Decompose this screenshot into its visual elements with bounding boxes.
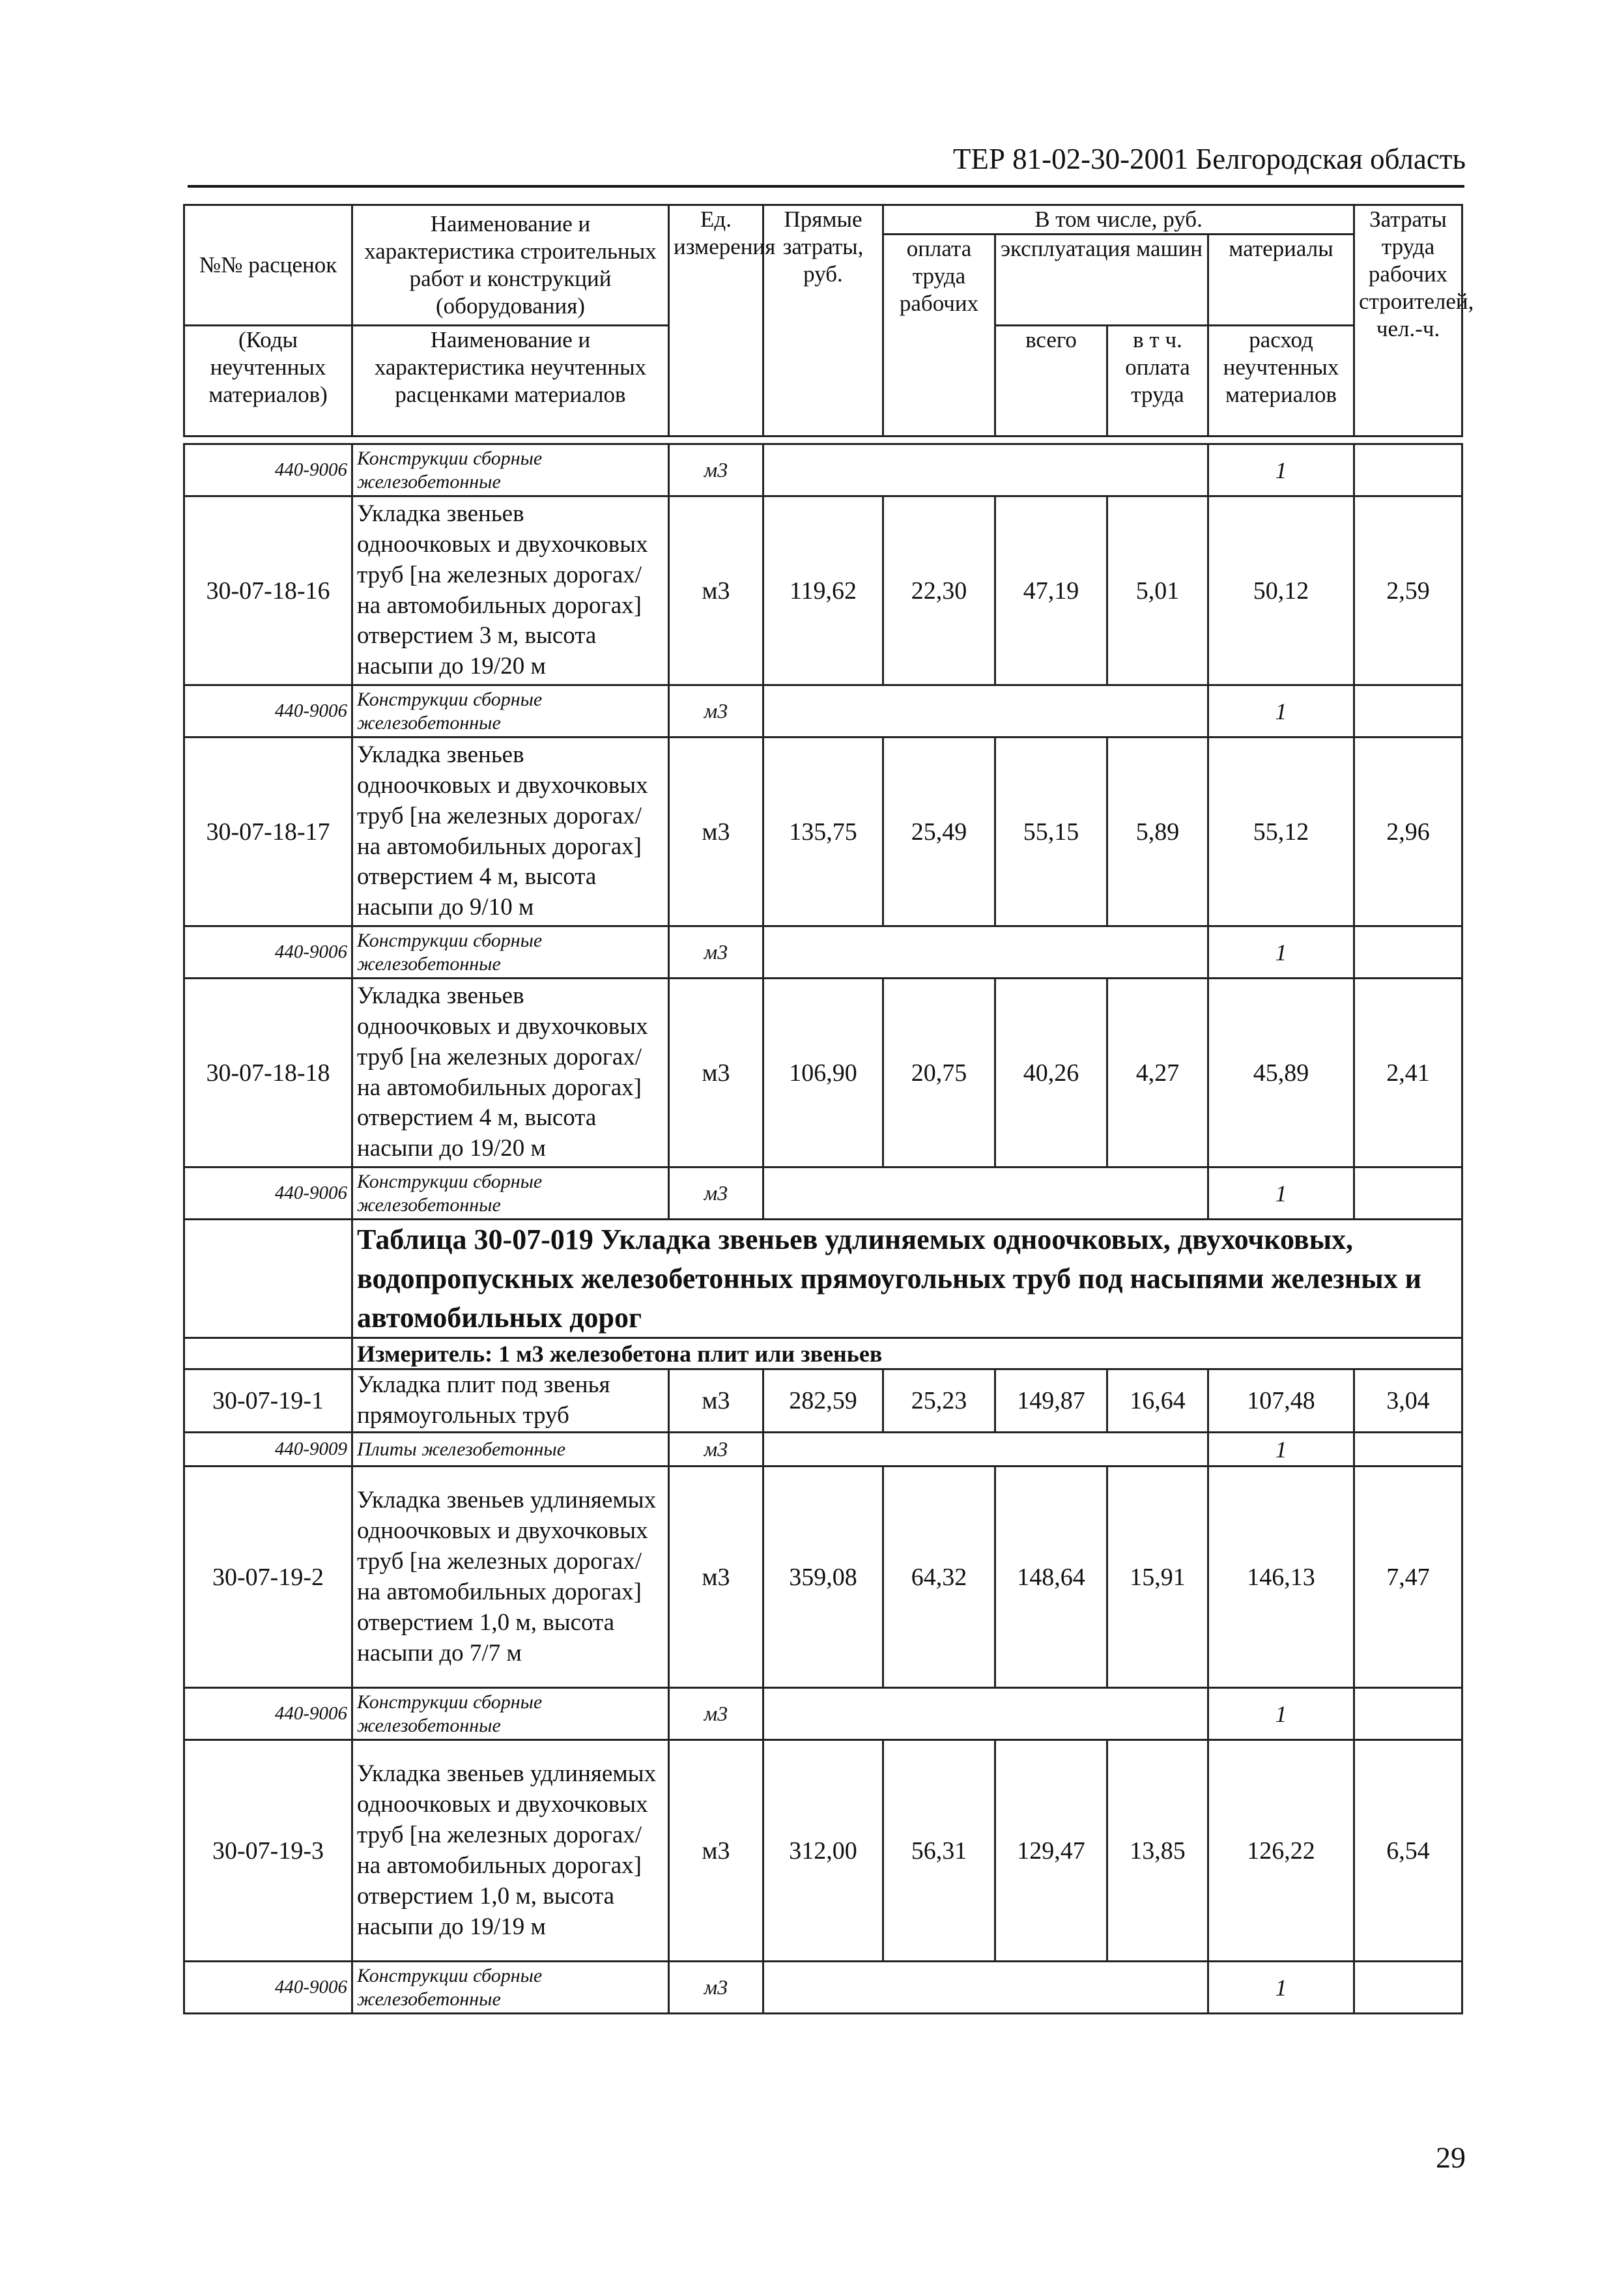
material-unit: м3 <box>669 1688 763 1740</box>
table-header <box>184 205 1474 437</box>
header-materials: материалы <box>1208 235 1354 326</box>
material-qty: 1 <box>1208 1433 1354 1467</box>
material-code: 440-9006 <box>184 1167 352 1220</box>
wages: 56,31 <box>883 1740 995 1962</box>
header-direct-costs: Прямые затраты, руб. <box>763 205 883 437</box>
machines-total: 129,47 <box>995 1740 1107 1962</box>
measure-unit: Измеритель: 1 м3 железобетона плит или звеньев <box>352 1338 1462 1369</box>
rate-code: 30-07-18-18 <box>184 979 352 1167</box>
header-materials-unaccounted: расход неучтенных материалов <box>1208 326 1354 437</box>
header-codes-note: (Коды неучтенных материалов) <box>184 326 352 437</box>
machines-wages: 15,91 <box>1107 1467 1208 1688</box>
wages: 25,49 <box>883 737 995 926</box>
material-name: Конструкции сборные железобетонные <box>352 1688 669 1740</box>
wages: 25,23 <box>883 1369 995 1433</box>
rates-table <box>183 204 1474 2014</box>
material-unit: м3 <box>669 1167 763 1220</box>
work-description: Укладка звеньев одноочковых и двухочковых труб [на железных дорогах/на автомобильных дорогах] отверстием 4 м, высота насыпи до 9/10 м <box>352 737 669 926</box>
material-code: 440-9006 <box>184 1962 352 2014</box>
labor-cost: 2,59 <box>1354 496 1462 685</box>
material-name: Конструкции сборные железобетонные <box>352 444 669 496</box>
header-unit: Ед. измерения <box>669 205 763 437</box>
material-unit: м3 <box>669 926 763 979</box>
running-head: ТЕР 81-02-30-2001 Белгородская область <box>952 143 1466 175</box>
materials: 55,12 <box>1208 737 1354 926</box>
material-unit: м3 <box>669 1433 763 1467</box>
material-qty: 1 <box>1208 444 1354 496</box>
rate-code: 30-07-19-3 <box>184 1740 352 1962</box>
rate-code: 30-07-19-1 <box>184 1369 352 1433</box>
header-name: Наименование и характеристика строительных работ и конструкций (оборудования) <box>352 205 669 326</box>
material-name: Конструкции сборные железобетонные <box>352 926 669 979</box>
machines-wages: 13,85 <box>1107 1740 1208 1962</box>
materials: 50,12 <box>1208 496 1354 685</box>
header-codes: №№ расценок <box>184 205 352 326</box>
material-name: Конструкции сборные железобетонные <box>352 1962 669 2014</box>
direct-costs: 359,08 <box>763 1467 883 1688</box>
machines-total: 40,26 <box>995 979 1107 1167</box>
material-qty: 1 <box>1208 1688 1354 1740</box>
table-body <box>184 437 1462 2014</box>
header-wages: оплата труда рабочих <box>883 235 995 437</box>
direct-costs: 282,59 <box>763 1369 883 1433</box>
material-name: Конструкции сборные железобетонные <box>352 1167 669 1220</box>
material-code: 440-9009 <box>184 1433 352 1467</box>
header-machines-total: всего <box>995 326 1107 437</box>
machines-total: 47,19 <box>995 496 1107 685</box>
work-description: Укладка звеньев одноочковых и двухочковых труб [на железных дорогах/на автомобильных дорогах] отверстием 3 м, высота насыпи до 19/20 м <box>352 496 669 685</box>
rate-code: 30-07-19-2 <box>184 1467 352 1688</box>
work-description: Укладка звеньев удлиняемых одноочковых и двухочковых труб [на железных дорогах/ на автомобильных дорогах] отверстием 1,0 м, высота насыпи до 7/7 м <box>352 1467 669 1688</box>
labor-cost: 2,41 <box>1354 979 1462 1167</box>
materials: 45,89 <box>1208 979 1354 1167</box>
header-labor-bottom: строителей, чел.-ч. <box>1359 289 1474 341</box>
material-code: 440-9006 <box>184 926 352 979</box>
direct-costs: 119,62 <box>763 496 883 685</box>
work-description: Укладка звеньев одноочковых и двухочковых труб [на железных дорогах/на автомобильных дорогах] отверстием 4 м, высота насыпи до 19/20 м <box>352 979 669 1167</box>
machines-total: 148,64 <box>995 1467 1107 1688</box>
direct-costs: 135,75 <box>763 737 883 926</box>
material-code: 440-9006 <box>184 444 352 496</box>
header-name-note: Наименование и характеристика неучтенных расценками материалов <box>352 326 669 437</box>
material-name: Конструкции сборные железобетонные <box>352 685 669 737</box>
materials: 107,48 <box>1208 1369 1354 1433</box>
header-labor <box>1354 205 1474 437</box>
material-unit: м3 <box>669 1962 763 2014</box>
work-unit: м3 <box>669 1369 763 1433</box>
page-number: 29 <box>1436 2141 1466 2174</box>
labor-cost: 7,47 <box>1354 1467 1462 1688</box>
wages: 20,75 <box>883 979 995 1167</box>
header-incl: В том числе, руб. <box>883 205 1354 235</box>
machines-total: 55,15 <box>995 737 1107 926</box>
machines-wages: 4,27 <box>1107 979 1208 1167</box>
material-qty: 1 <box>1208 1167 1354 1220</box>
machines-wages: 5,01 <box>1107 496 1208 685</box>
work-unit: м3 <box>669 737 763 926</box>
work-description: Укладка плит под звенья прямоугольных труб <box>352 1369 669 1433</box>
work-unit: м3 <box>669 496 763 685</box>
labor-cost: 2,96 <box>1354 737 1462 926</box>
machines-wages: 16,64 <box>1107 1369 1208 1433</box>
materials: 146,13 <box>1208 1467 1354 1688</box>
work-description: Укладка звеньев удлиняемых одноочковых и двухочковых труб [на железных дорогах/ на автомобильных дорогах] отверстием 1,0 м, высота насыпи до 19/19 м <box>352 1740 669 1962</box>
header-machines-wages: в т ч. оплата труда <box>1107 326 1208 437</box>
material-qty: 1 <box>1208 685 1354 737</box>
labor-cost: 6,54 <box>1354 1740 1462 1962</box>
header-labor-top: Затраты труда рабочих <box>1368 207 1448 287</box>
machines-total: 149,87 <box>995 1369 1107 1433</box>
material-qty: 1 <box>1208 926 1354 979</box>
wages: 64,32 <box>883 1467 995 1688</box>
header-machines: эксплуатация машин <box>995 235 1208 326</box>
material-code: 440-9006 <box>184 1688 352 1740</box>
header-rule <box>188 185 1464 188</box>
material-unit: м3 <box>669 444 763 496</box>
direct-costs: 312,00 <box>763 1740 883 1962</box>
wages: 22,30 <box>883 496 995 685</box>
work-unit: м3 <box>669 1740 763 1962</box>
work-unit: м3 <box>669 1467 763 1688</box>
material-qty: 1 <box>1208 1962 1354 2014</box>
material-name: Плиты железобетонные <box>352 1433 669 1467</box>
table-title: Таблица 30-07-019 Укладка звеньев удлиняемых одноочковых, двухочковых, водопропускных железобетонных прямоугольных труб под насыпями железных и автомобильных дорог <box>352 1220 1462 1338</box>
work-unit: м3 <box>669 979 763 1167</box>
machines-wages: 5,89 <box>1107 737 1208 926</box>
rate-code: 30-07-18-16 <box>184 496 352 685</box>
labor-cost: 3,04 <box>1354 1369 1462 1433</box>
materials: 126,22 <box>1208 1740 1354 1962</box>
material-code: 440-9006 <box>184 685 352 737</box>
material-unit: м3 <box>669 685 763 737</box>
direct-costs: 106,90 <box>763 979 883 1167</box>
rate-code: 30-07-18-17 <box>184 737 352 926</box>
